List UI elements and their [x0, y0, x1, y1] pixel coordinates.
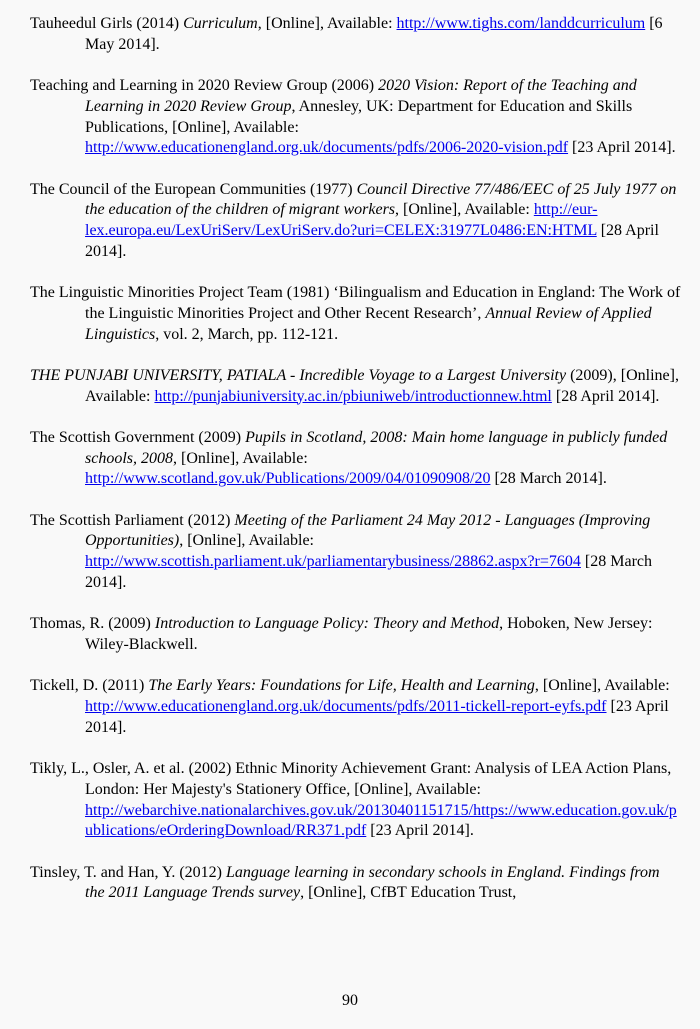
- reference-text: The Scottish Government (2009): [30, 428, 246, 446]
- reference-text: Tickell, D. (2011): [30, 677, 149, 695]
- reference-text: , Annesley, UK: Department for Education and Skills Publications, [Online], Available:: [85, 97, 633, 136]
- references-list: [30, 14, 683, 904]
- reference-title: The Early Years: Foundations for Life, Health and Learning: [148, 677, 535, 695]
- reference-title: Annual Review of Applied Linguistics: [85, 304, 652, 343]
- reference-title: Council Directive 77/486/EEC of 25 July 1977 on the education of the children of migrant workers: [85, 180, 677, 219]
- reference-text: , vol. 2, March, pp. 112-121.: [155, 325, 339, 343]
- reference-text: [23 April 2014].: [568, 139, 676, 157]
- reference-link[interactable]: http://www.scottish.parliament.uk/parliamentarybusiness/28862.aspx?r=7604: [85, 553, 581, 571]
- reference-link[interactable]: http://www.tighs.com/landdcurriculum: [396, 15, 646, 32]
- reference-title: Language learning in secondary schools in England. Findings from the 2011 Language Trends survey: [85, 863, 660, 902]
- reference-link[interactable]: http://www.educationengland.org.uk/documents/pdfs/2006-2020-vision.pdf: [85, 139, 569, 157]
- reference-text: , [Online], CfBT Education Trust,: [300, 884, 517, 902]
- reference-entry: [30, 14, 683, 55]
- reference-text: , [Online], Available:: [257, 15, 397, 32]
- reference-entry: [30, 676, 683, 738]
- reference-text: [28 March 2014].: [490, 470, 607, 488]
- reference-text: Teaching and Learning in 2020 Review Group (2006): [30, 77, 379, 95]
- reference-text: (2009), [Online], Available:: [85, 366, 679, 405]
- reference-entry: [30, 76, 683, 159]
- reference-text: The Linguistic Minorities Project Team (1981) ‘Bilingualism and Education in England: The Work of the Linguistic Minorities Project and Other Recent Research’,: [30, 284, 681, 322]
- reference-text: [28 April 2014].: [85, 222, 659, 260]
- reference-text: , [Online], Available:: [395, 201, 534, 219]
- reference-entry: [30, 180, 683, 263]
- reference-entry: [30, 863, 683, 904]
- reference-entry: [30, 511, 683, 594]
- reference-text: [28 March 2014].: [85, 553, 652, 591]
- reference-title: THE PUNJABI UNIVERSITY, PATIALA - Incredible Voyage to a Largest University: [30, 366, 567, 384]
- reference-text: Thomas, R. (2009): [30, 615, 155, 633]
- reference-text: , Hoboken, New Jersey: Wiley-Blackwell.: [85, 615, 653, 653]
- reference-text: The Council of the European Communities (1977): [30, 180, 357, 198]
- reference-title: Meeting of the Parliament 24 May 2012 - Languages (Improving Opportunities): [85, 511, 651, 550]
- reference-text: [23 April 2014].: [85, 698, 669, 736]
- reference-title: Introduction to Language Policy: Theory and Method: [154, 615, 500, 633]
- reference-link[interactable]: http://webarchive.nationalarchives.gov.uk/20130401151715/https://www.education.gov.uk/publications/eOrderingDownload/RR371.pdf: [85, 801, 677, 840]
- reference-title: Pupils in Scotland, 2008: Main home language in publicly funded schools, 2008: [85, 428, 668, 467]
- reference-entry: [30, 366, 683, 407]
- reference-entry: [30, 614, 683, 655]
- reference-link[interactable]: http://www.scotland.gov.uk/Publications/2009/04/01090908/20: [85, 470, 491, 488]
- reference-link[interactable]: http://www.educationengland.org.uk/documents/pdfs/2011-tickell-report-eyfs.pdf: [85, 698, 607, 716]
- reference-text: , [Online], Available:: [179, 532, 314, 550]
- reference-title: 2020 Vision: Report of the Teaching and Learning in 2020 Review Group: [85, 77, 637, 115]
- reference-entry: [30, 283, 683, 345]
- reference-text: Tauheedul Girls (2014): [30, 15, 184, 32]
- reference-text: , [Online], Available:: [173, 449, 308, 467]
- reference-title: Curriculum: [183, 15, 258, 32]
- reference-entry: [30, 428, 683, 490]
- reference-text: Tinsley, T. and Han, Y. (2012): [30, 863, 226, 881]
- reference-text: , [Online], Available:: [534, 677, 670, 695]
- reference-text: [23 April 2014].: [366, 822, 474, 840]
- reference-text: [28 April 2014].: [551, 387, 660, 405]
- page-number: 90: [342, 992, 358, 1009]
- reference-text: Tikly, L., Osler, A. et al. (2002) Ethnic Minority Achievement Grant: Analysis of LEA Action Plans, London: Her Majesty's Stationery Office, [Online], Available:: [30, 760, 672, 798]
- reference-entry: [30, 759, 683, 842]
- reference-text: [6 May 2014].: [85, 15, 663, 53]
- reference-text: The Scottish Parliament (2012): [30, 511, 235, 529]
- reference-link[interactable]: http://eur-lex.europa.eu/LexUriServ/LexUriServ.do?uri=CELEX:31977L0486:EN:HTML: [85, 201, 598, 239]
- reference-link[interactable]: http://punjabiuniversity.ac.in/pbiuniweb/introductionnew.html: [154, 387, 552, 405]
